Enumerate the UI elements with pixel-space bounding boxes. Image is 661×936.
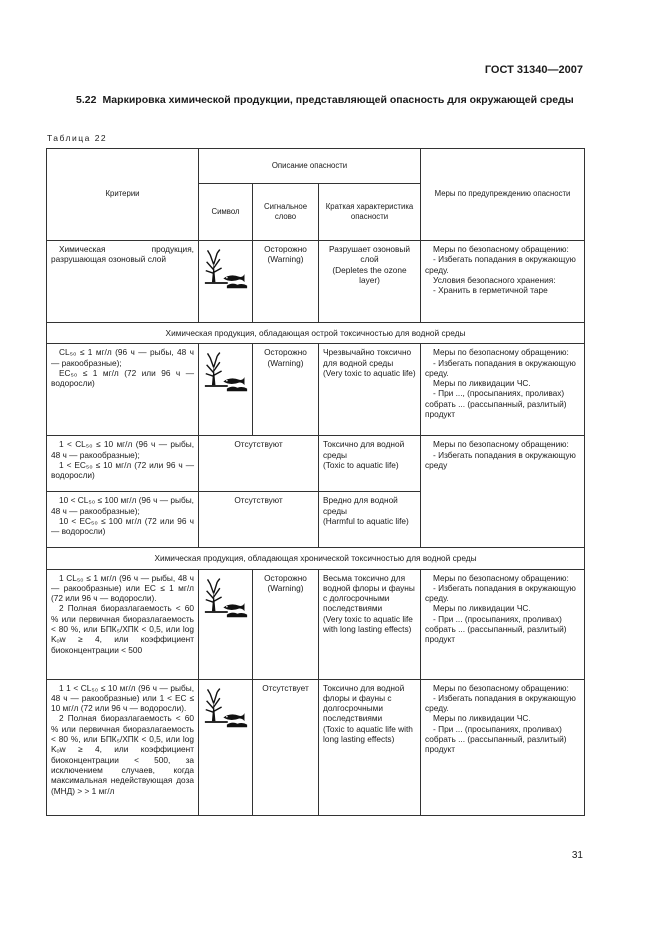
criteria-line: 1 1 < CL₅₀ ≤ 10 мг/л (96 ч — рыбы, 48 ч — ракообразные) или 1 < EC ≤ 10 мг/л (72 или 96 ч — водоросли).: [51, 682, 194, 714]
measures-header: Меры по предупреждению опасности: [421, 149, 585, 241]
brief-ru: Чрезвычайно токсично для водной среды: [323, 347, 412, 368]
environment-hazard-icon: [204, 575, 248, 619]
brief-ru: Токсично для водной среды: [323, 439, 405, 460]
measures-cell: [421, 241, 585, 323]
table-row: [47, 679, 585, 815]
measure-line: Меры по безопасному обращению:: [433, 244, 569, 254]
measure-line: - Избегать попадания в окружающую среду: [425, 449, 576, 470]
section-number: 5.22: [76, 94, 97, 106]
measures-cell: [421, 436, 585, 548]
symbol-cell: [199, 569, 253, 679]
section-heading: [76, 94, 584, 108]
measure-line: Меры по ликвидации ЧС.: [433, 378, 531, 389]
measure-line: - Избегать попадания в окружающую среду.: [425, 357, 576, 378]
band-row: [47, 548, 585, 569]
brief-en: (Harmful to aquatic life): [323, 515, 409, 526]
brief-cell: [319, 679, 421, 815]
criteria-cell: [47, 569, 199, 679]
table-row: [47, 569, 585, 679]
measure-line: Меры по безопасному обращению:: [433, 347, 569, 358]
brief-en: (Depletes the ozone layer): [332, 264, 407, 285]
standard-header: ГОСТ 31340—2007: [484, 64, 583, 76]
criteria-header: Критерии: [47, 149, 199, 241]
measure-line: - При ... (просыпаниях, проливах) собрать ... (рассыпанный, разлитый) продукт: [425, 613, 567, 645]
table-label: Таблица 22: [47, 133, 108, 143]
brief-cell: [319, 344, 421, 436]
signal-word-header: Сигнальное слово: [253, 184, 319, 241]
criteria-line: 1 < EC₅₀ ≤ 10 мг/л (72 или 96 ч — водоросли): [51, 459, 194, 481]
criteria-cell: [47, 492, 199, 548]
description-header: Описание опасности: [199, 149, 421, 184]
acute-band: Химическая продукция, обладающая острой токсичностью для водной среды: [47, 323, 585, 344]
criteria-line: 10 < CL₅₀ ≤ 100 мг/л (96 ч — рыбы, 48 ч — ракообразные);: [51, 495, 194, 516]
absent-cell: Отсутствуют: [199, 436, 319, 492]
measures-cell: [421, 569, 585, 679]
signal-word-cell: Отсутствует: [253, 679, 319, 815]
brief-cell: [319, 569, 421, 679]
brief-ru: Разрушает озоновый слой: [329, 244, 411, 265]
brief-header: Краткая характеристика опасности: [319, 184, 421, 241]
measure-line: Меры по безопасному обращению:: [433, 682, 569, 693]
measure-line: - Избегать попадания в окружающую среду.: [425, 582, 576, 604]
criteria-cell: Химическая продукция, разрушающая озоновый слой: [47, 241, 199, 323]
signal-word-cell: Осторожно (Warning): [253, 569, 319, 679]
brief-en: (Toxic to aquatic life): [323, 459, 399, 470]
criteria-cell: [47, 436, 199, 492]
brief-en: (Toxic to aquatic life with long lasting effects): [323, 723, 413, 745]
measure-line: - При ..., (просыпаниях, проливах) собрать ... (рассыпанный, разлитый) продукт: [425, 388, 567, 420]
table-row: [47, 344, 585, 436]
table-row: [47, 241, 585, 323]
measures-cell: [421, 344, 585, 436]
band-row: [47, 323, 585, 344]
measures-cell: [421, 679, 585, 815]
symbol-cell: [199, 344, 253, 436]
signal-word-cell: Осторожно (Warning): [253, 241, 319, 323]
criteria-cell: [47, 679, 199, 815]
table-row: [47, 436, 585, 492]
measure-line: - Хранить в герметичной таре: [433, 285, 548, 296]
brief-cell: [319, 492, 421, 548]
environment-hazard-icon: [204, 349, 248, 393]
symbol-header: Символ: [199, 184, 253, 241]
brief-ru: Весьма токсично для водной флоры и фауны с долгосрочными последствиями: [323, 572, 415, 614]
page-number: 31: [571, 850, 583, 861]
criteria-cell: [47, 344, 199, 436]
measure-line: - Избегать попадания в окружающую среду.: [425, 692, 576, 714]
criteria-line: 2 Полная биоразлагаемость < 60 % или первичная биоразлагаемость < 80 %, или БПК₅/ХПК < 0,5, или log Kₒw ≥ 4, или коэффициент биоконцентрации < 500: [51, 603, 194, 655]
signal-word-cell: Осторожно (Warning): [253, 344, 319, 436]
criteria-line: 1 < CL₅₀ ≤ 10 мг/л (96 ч — рыбы, 48 ч — ракообразные);: [51, 439, 194, 460]
brief-cell: [319, 241, 421, 323]
criteria-line: CL₅₀ ≤ 1 мг/л (96 ч — рыбы, 48 ч — ракообразные);: [51, 347, 194, 368]
table-header-row: [47, 149, 585, 184]
criteria-line: 2 Полная биоразлагаемость < 60 % или первичная биоразлагаемость < 80 %, или БПК₅/ХПК < 0,5, или log Kₒw ≥ 4, или коэффициент биоконцентрации < 500, за исключением случаев, когда максимальная недействующая доза (МНД) > > 1 мг/л: [51, 713, 194, 796]
environment-hazard-icon: [204, 685, 248, 729]
measure-line: Меры по безопасному обращению:: [433, 439, 569, 450]
section-title: Маркировка химической продукции, представляющей опасность для окружающей среды: [102, 94, 574, 106]
brief-cell: [319, 436, 421, 492]
criteria-line: 10 < EC₅₀ ≤ 100 мг/л (72 или 96 ч — водоросли): [51, 515, 194, 537]
symbol-cell: [199, 241, 253, 323]
measure-line: Меры по ликвидации ЧС.: [433, 603, 531, 614]
measure-line: Меры по ликвидации ЧС.: [433, 713, 531, 724]
criteria-line: 1 CL₅₀ ≤ 1 мг/л (96 ч — рыбы, 48 ч — ракообразные) или EC ≤ 1 мг/л (72 или 96 ч — водоросли).: [51, 572, 194, 604]
brief-ru: Токсично для водной флоры и фауны с долгосрочными последствиями: [323, 682, 405, 724]
symbol-cell: [199, 679, 253, 815]
measure-line: - При ... (просыпаниях, проливах) собрать ... (рассыпанный, разлитый) продукт: [425, 723, 567, 755]
chronic-band: Химическая продукция, обладающая хронической токсичностью для водной среды: [47, 548, 585, 569]
measure-line: Условия безопасного хранения:: [433, 274, 556, 285]
absent-cell: Отсутствуют: [199, 492, 319, 548]
brief-en: (Very toxic to aquatic life): [323, 367, 416, 378]
measure-line: - Избегать попадания в окружающую среду.: [425, 254, 576, 275]
criteria-line: EC₅₀ ≤ 1 мг/л (72 или 96 ч — водоросли): [51, 367, 194, 389]
brief-en: (Very toxic to aquatic life with long lasting effects): [323, 613, 413, 635]
brief-ru: Вредно для водной среды: [323, 495, 398, 516]
measure-line: Меры по безопасному обращению:: [433, 572, 569, 583]
hazard-table: [46, 148, 585, 816]
environment-hazard-icon: [204, 246, 248, 290]
